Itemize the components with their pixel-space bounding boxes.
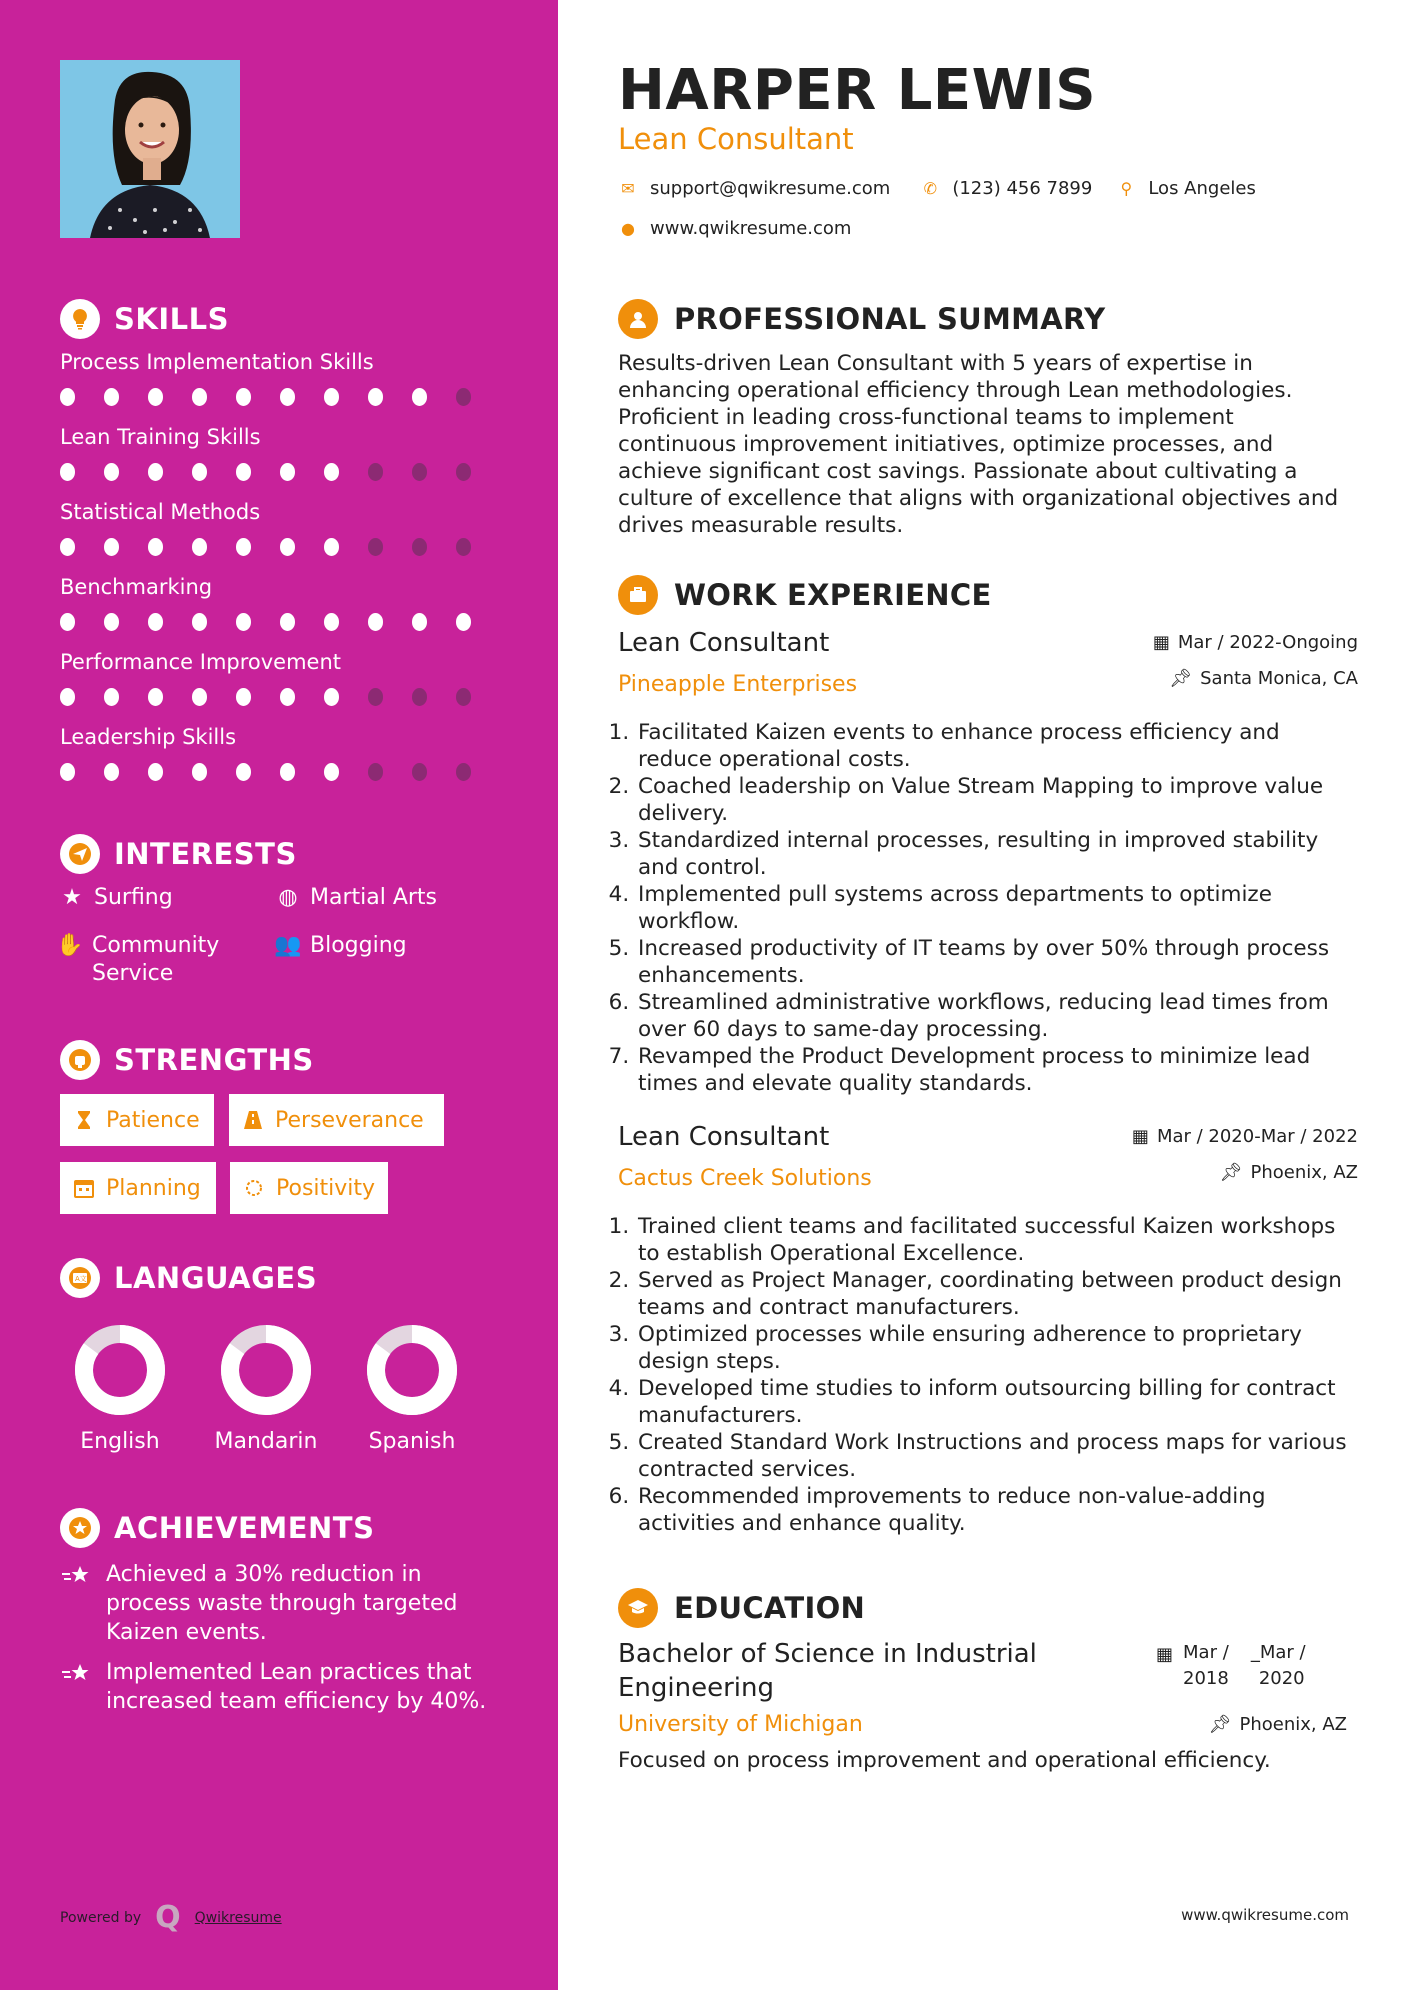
language-name: Spanish <box>368 1429 456 1454</box>
skill-dot <box>412 763 427 781</box>
strength-badge <box>229 1094 444 1146</box>
education-title: EDUCATION <box>674 1591 866 1625</box>
strength-badge <box>60 1162 216 1214</box>
skill-dot <box>456 688 471 706</box>
edu-end-line2: 2020 <box>1258 1668 1305 1689</box>
strength-badge <box>60 1094 214 1146</box>
skill-dot <box>236 388 251 406</box>
job-bullet: 7. Revamped the Product Development process to minimize lead times and elevate quality standards. <box>636 1043 1358 1097</box>
edu-start-line2: 2018 <box>1183 1668 1229 1689</box>
skill-name: Performance Improvement <box>60 650 342 674</box>
skill-item <box>60 725 500 781</box>
phone-text[interactable]: (123) 456 7899 <box>952 178 1093 199</box>
skill-dot <box>412 388 427 406</box>
skill-dot <box>368 763 383 781</box>
skill-dot <box>412 613 427 631</box>
star-badge-icon <box>60 1508 100 1548</box>
achievement-text: Implemented Lean practices that increased team efficiency by 40%. <box>106 1660 487 1714</box>
skill-dot <box>60 688 75 706</box>
strength-label: Planning <box>106 1175 201 1201</box>
skill-dot <box>192 388 207 406</box>
job-company: Cactus Creek Solutions <box>618 1166 872 1191</box>
language-donut <box>221 1325 311 1415</box>
job-bullets <box>618 719 1358 1097</box>
education-location <box>1209 1714 1347 1735</box>
skill-dot <box>456 763 471 781</box>
job-date <box>1153 632 1358 653</box>
skill-name: Lean Training Skills <box>60 425 261 449</box>
qwikresume-link[interactable]: Qwikresume <box>194 1909 282 1926</box>
skill-dot <box>324 763 339 781</box>
languages-header <box>60 1258 317 1298</box>
skill-dot <box>104 763 119 781</box>
main-content <box>558 0 1407 1990</box>
hourglass-icon <box>72 1108 96 1132</box>
email-icon: ✉ <box>621 179 635 198</box>
job-bullet: 2. Coached leadership on Value Stream Mapping to improve value delivery. <box>636 773 1358 827</box>
skill-name: Benchmarking <box>60 575 213 599</box>
achievement-text: Achieved a 30% reduction in process waste through targeted Kaizen events. <box>106 1562 458 1645</box>
job-date-text: Mar / 2020-Mar / 2022 <box>1156 1126 1358 1147</box>
skill-dot <box>60 613 75 631</box>
interest-item <box>60 884 173 912</box>
job-bullet: 2. Served as Project Manager, coordinating between product design teams and contract manufacturers. <box>636 1267 1358 1321</box>
interest-item <box>276 932 407 960</box>
skill-dot <box>412 688 427 706</box>
interest-item <box>58 932 258 988</box>
job-bullet: 6. Streamlined administrative workflows, reducing lead times from over 60 days to same-day processing. <box>636 989 1358 1043</box>
user-icon <box>618 299 658 339</box>
skill-dot <box>368 463 383 481</box>
job-title: Lean Consultant <box>618 628 830 658</box>
skill-item <box>60 575 500 631</box>
skill-name: Statistical Methods <box>60 500 261 524</box>
calendar-icon: ▦ <box>1152 632 1170 653</box>
skill-dot <box>368 388 383 406</box>
strengths-header <box>60 1040 314 1080</box>
job-bullet: 1. Trained client teams and facilitated successful Kaizen workshops to establish Operational Excellence. <box>636 1213 1358 1267</box>
location-text: Los Angeles <box>1148 178 1256 199</box>
skill-item <box>60 350 500 406</box>
pin-icon: 📌︎ <box>1219 1162 1243 1183</box>
shooting-star-icon <box>60 1560 94 1647</box>
skills-header <box>60 299 229 339</box>
skill-dot <box>236 613 251 631</box>
svg-text:A文: A文 <box>75 1275 87 1283</box>
skill-dot <box>104 463 119 481</box>
languages-title: LANGUAGES <box>114 1261 318 1295</box>
website-text[interactable]: www.qwikresume.com <box>650 218 852 239</box>
skill-dot <box>280 688 295 706</box>
users-icon: 👥 <box>274 933 302 958</box>
paper-plane-icon <box>60 834 100 874</box>
skill-dot <box>412 463 427 481</box>
job-bullet: 4. Implemented pull systems across departments to optimize workflow. <box>636 881 1358 935</box>
qwikresume-logo-icon: Q <box>155 1900 181 1935</box>
calendar-icon: ▦ <box>1156 1644 1174 1665</box>
job-location <box>1169 668 1358 689</box>
job-company: Pineapple Enterprises <box>618 672 858 697</box>
skill-dot <box>368 538 383 556</box>
strength-label: Perseverance <box>275 1107 424 1133</box>
job-title: Lean Consultant <box>618 1122 830 1152</box>
experience-title: WORK EXPERIENCE <box>674 578 992 612</box>
skill-rating <box>60 388 500 406</box>
language-donut <box>75 1325 165 1415</box>
skill-dot <box>456 613 471 631</box>
strength-label: Positivity <box>276 1175 376 1201</box>
skill-rating <box>60 688 500 706</box>
interest-label: Blogging <box>310 933 407 958</box>
lightbulb-icon <box>60 299 100 339</box>
education-location-text: Phoenix, AZ <box>1239 1714 1347 1735</box>
language-item <box>60 1325 180 1454</box>
skill-dot <box>324 388 339 406</box>
education-header <box>618 1588 865 1628</box>
skill-dot <box>192 613 207 631</box>
website-row <box>618 218 851 239</box>
skill-dot <box>236 763 251 781</box>
skill-dot <box>324 688 339 706</box>
job-location-text: Santa Monica, CA <box>1200 668 1358 689</box>
skill-dot <box>60 463 75 481</box>
skill-dot <box>456 538 471 556</box>
summary-header <box>618 299 1105 339</box>
skill-dot <box>192 688 207 706</box>
skill-rating <box>60 538 500 556</box>
job-bullet: 4. Developed time studies to inform outsourcing billing for contract manufacturers. <box>636 1375 1358 1429</box>
globe-icon: ◍ <box>278 885 298 910</box>
job-bullet: 3. Optimized processes while ensuring adherence to proprietary design steps. <box>636 1321 1358 1375</box>
road-icon <box>241 1108 265 1132</box>
language-item <box>352 1325 472 1454</box>
skill-dot <box>148 388 163 406</box>
skills-title: SKILLS <box>114 302 229 336</box>
skill-dot <box>368 688 383 706</box>
job-bullets <box>618 1213 1358 1537</box>
interest-item <box>276 884 437 912</box>
degree-title: Bachelor of Science in Industrial Engineering <box>618 1639 1037 1703</box>
job-bullet: 1. Facilitated Kaizen events to enhance process efficiency and reduce operational costs. <box>636 719 1358 773</box>
skill-dot <box>236 688 251 706</box>
experience-header <box>618 575 992 615</box>
powered-by <box>60 1900 282 1935</box>
powered-by-label: Powered by <box>60 1909 142 1926</box>
interests-title: INTERESTS <box>114 837 297 871</box>
edu-end-line1: _Mar / <box>1250 1642 1306 1663</box>
skill-item <box>60 650 500 706</box>
language-donut <box>367 1325 457 1415</box>
star-icon: ★ <box>62 885 82 910</box>
skill-item <box>60 425 500 481</box>
skill-dot <box>148 763 163 781</box>
language-name: English <box>80 1429 160 1454</box>
language-name: Mandarin <box>214 1429 318 1454</box>
briefcase-icon <box>618 575 658 615</box>
job-entry <box>618 1122 1358 1537</box>
skill-dot <box>236 538 251 556</box>
interest-label: Surfing <box>94 885 173 910</box>
graduation-icon <box>618 1588 658 1628</box>
skill-rating <box>60 763 500 781</box>
skill-dot <box>192 763 207 781</box>
skill-dot <box>280 538 295 556</box>
footer-url[interactable]: www.qwikresume.com <box>1181 1906 1349 1924</box>
job-bullet: 6. Recommended improvements to reduce non-value-adding activities and enhance quality. <box>636 1483 1358 1537</box>
skill-dot <box>60 538 75 556</box>
skill-dot <box>412 538 427 556</box>
language-item <box>206 1325 326 1454</box>
job-bullet: 5. Increased productivity of IT teams by over 50% through process enhancements. <box>636 935 1358 989</box>
skill-dot <box>148 463 163 481</box>
interests-header <box>60 834 297 874</box>
job-bullet: 5. Created Standard Work Instructions and process maps for various contracted services. <box>636 1429 1358 1483</box>
sun-icon <box>242 1176 266 1200</box>
calendar-icon <box>72 1176 96 1200</box>
summary-title: PROFESSIONAL SUMMARY <box>674 302 1106 336</box>
job-date <box>1132 1126 1358 1147</box>
strength-badge <box>230 1162 388 1214</box>
profile-photo-image <box>60 60 240 238</box>
skill-dot <box>148 688 163 706</box>
skill-dot <box>148 538 163 556</box>
education-description: Focused on process improvement and operational efficiency. <box>618 1748 1271 1773</box>
education-date <box>1156 1640 1306 1692</box>
strength-label: Patience <box>106 1107 200 1133</box>
fist-icon <box>60 1040 100 1080</box>
skill-dot <box>324 538 339 556</box>
job-entry <box>618 628 1358 1097</box>
candidate-role: Lean Consultant <box>618 122 854 156</box>
skill-dot <box>148 613 163 631</box>
profile-photo <box>60 60 240 238</box>
skill-dot <box>60 763 75 781</box>
skill-dot <box>280 463 295 481</box>
skill-dot <box>280 763 295 781</box>
pin-icon: 📌︎ <box>1169 668 1193 689</box>
achievements-header <box>60 1508 374 1548</box>
skill-dot <box>456 388 471 406</box>
calendar-icon: ▦ <box>1131 1126 1149 1147</box>
skill-dot <box>324 613 339 631</box>
skill-dot <box>192 538 207 556</box>
translate-icon <box>60 1258 100 1298</box>
achievement-item <box>60 1658 500 1716</box>
job-bullet: 3. Standardized internal processes, resulting in improved stability and control. <box>636 827 1358 881</box>
email-text[interactable]: support@qwikresume.com <box>650 178 891 199</box>
summary-text: Results-driven Lean Consultant with 5 years of expertise in enhancing operational efficiency through Lean methodologies. Proficient in leading cross-functional teams to implement continuous improvement initiatives, optimize processes, and achieve significant cost savings. Passionate about cultivating a culture of excellence that aligns with organizational objectives and drives measurable results. <box>618 351 1339 538</box>
skill-dot <box>280 613 295 631</box>
skill-dot <box>236 463 251 481</box>
achievements-title: ACHIEVEMENTS <box>114 1511 375 1545</box>
skill-dot <box>368 613 383 631</box>
skill-rating <box>60 463 500 481</box>
skill-item <box>60 500 500 556</box>
skill-dot <box>456 463 471 481</box>
job-date-text: Mar / 2022-Ongoing <box>1177 632 1358 653</box>
skill-dot <box>324 463 339 481</box>
skill-dot <box>104 538 119 556</box>
interest-label: Community Service <box>92 933 220 986</box>
job-location <box>1220 1162 1358 1183</box>
achievement-item <box>60 1560 500 1647</box>
skill-name: Process Implementation Skills <box>60 350 374 374</box>
edu-start-line1: Mar / <box>1183 1642 1229 1663</box>
interest-label: Martial Arts <box>310 885 438 910</box>
skill-dot <box>104 688 119 706</box>
strengths-title: STRENGTHS <box>114 1043 314 1077</box>
hand-icon: ✋ <box>56 933 84 958</box>
skill-name: Leadership Skills <box>60 725 237 749</box>
location-pin-icon: ⚲ <box>1120 179 1133 198</box>
phone-icon: ✆ <box>923 179 938 198</box>
skill-dot <box>280 388 295 406</box>
sidebar <box>0 0 558 1990</box>
pin-icon: 📌︎ <box>1208 1714 1232 1735</box>
shooting-star-icon <box>60 1658 94 1716</box>
school-name: University of Michigan <box>618 1712 863 1737</box>
globe-icon: ● <box>621 219 635 238</box>
candidate-name: HARPER LEWIS <box>618 58 1097 123</box>
contact-row <box>618 178 1256 199</box>
skill-dot <box>104 388 119 406</box>
job-location-text: Phoenix, AZ <box>1250 1162 1358 1183</box>
skill-dot <box>60 388 75 406</box>
skill-rating <box>60 613 500 631</box>
skill-dot <box>192 463 207 481</box>
skill-dot <box>104 613 119 631</box>
